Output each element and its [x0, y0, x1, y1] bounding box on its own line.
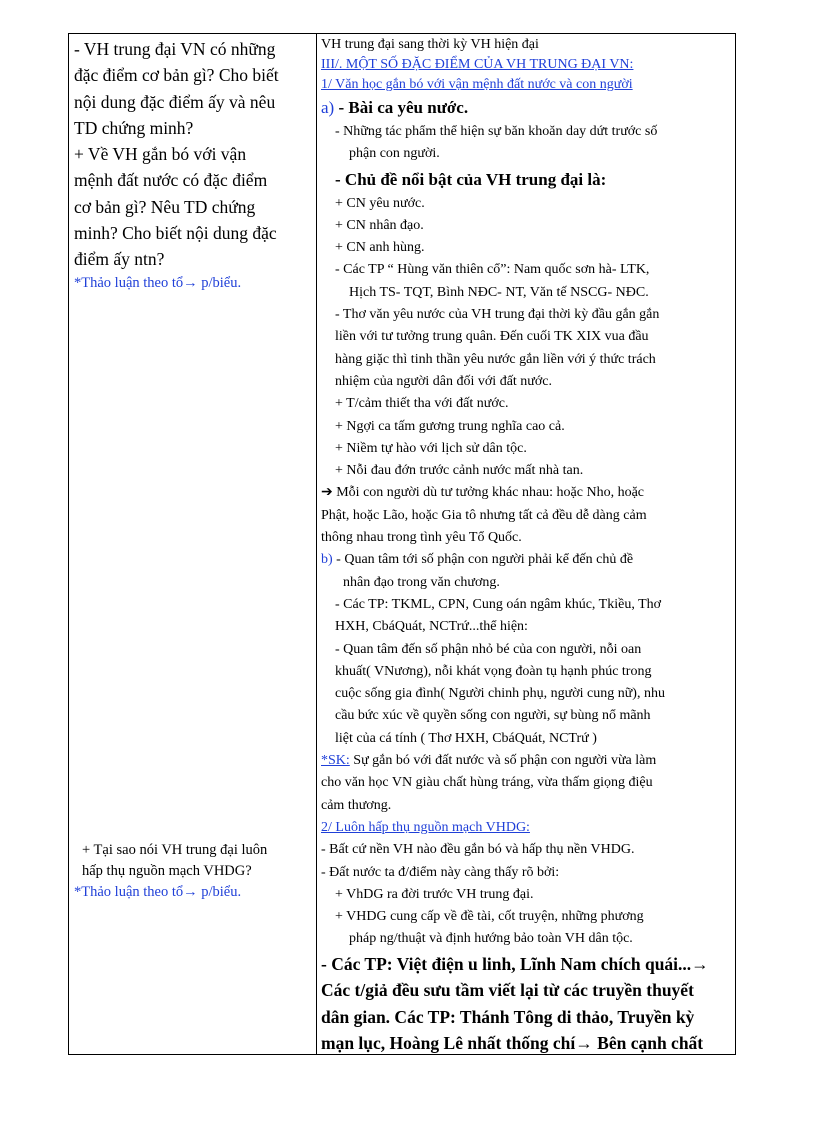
text-line: - Quan tâm đến số phận nhỏ bé của con người, nỗi oan: [335, 641, 642, 657]
question-line: mệnh đất nước có đặc điểm: [74, 170, 268, 191]
question-line: minh? Cho biết nội dung đặc: [74, 223, 277, 244]
discussion-note: *Thảo luận theo tổ→ p/biểu.: [74, 274, 242, 291]
text-line: nhân đạo trong văn chương.: [343, 574, 500, 590]
subsection-heading: 1/ Văn học gắn bó với vận mệnh đất nước và con người: [321, 77, 633, 92]
item-marker: b): [321, 552, 333, 568]
question-line: TD chứng minh?: [74, 117, 194, 138]
text-line: + Ngợi ca tấm gương trung nghĩa cao cả.: [335, 418, 565, 434]
text-line: + VhDG ra đời trước VH trung đại.: [335, 886, 534, 902]
text-line: + VHDG cung cấp về đề tài, cốt truyện, những phương: [335, 909, 644, 925]
subsection-heading: 2/ Luôn hấp thụ nguồn mạch VHDG:: [321, 819, 530, 835]
question-line: cơ bản gì? Nêu TD chứng: [74, 196, 256, 217]
text-line: - Thơ văn yêu nước của VH trung đại thời kỳ đầu gắn gắn: [335, 307, 660, 323]
item-marker: a): [321, 98, 335, 117]
text-line: - Chủ đề nổi bật của VH trung đại là:: [335, 169, 607, 189]
text-line: Các t/giả đều sưu tầm viết lại từ các truyền thuyết: [321, 980, 694, 1001]
text-line: - Bất cứ nền VH nào đều gắn bó và hấp thụ nền VHDG.: [321, 842, 635, 858]
text-line: + T/cảm thiết tha với đất nước.: [335, 396, 509, 412]
questions-column: [74, 36, 310, 903]
text-line: HXH, CbáQuát, NCTrứ...thể hiện:: [335, 619, 528, 635]
question-line: - VH trung đại VN có những: [74, 39, 276, 59]
text-line: ➔ Mỗi con người dù tư tưởng khác nhau: hoặc Nho, hoặc: [321, 485, 645, 501]
question-line: + Về VH gắn bó với vận: [74, 144, 247, 165]
section-heading: III/. MỘT SỐ ĐẶC ĐIỂM CỦA VH TRUNG ĐẠI VN:: [321, 57, 634, 72]
text-line: khuất( VNương), nỗi khát vọng đoàn tụ hạnh phúc trong: [335, 663, 652, 679]
question-line: đặc điểm cơ bản gì? Cho biết: [74, 65, 279, 86]
text-line: nhiệm của người dân đối với đất nước.: [335, 373, 553, 389]
text-line: hàng giặc thì tinh thần yêu nước gắn liền với ý thức trách: [335, 351, 656, 367]
text-line: - Các TP: TKML, CPN, Cung oán ngâm khúc, Tkiều, Thơ: [335, 596, 662, 612]
text-line: mạn lục, Hoàng Lê nhất thống chí→ Bên cạnh chất: [321, 1033, 704, 1054]
text-line: Hịch TS- TQT, Bình NĐC- NT, Văn tế NSCG- NĐC.: [349, 284, 649, 300]
content-column: [321, 35, 733, 1057]
text-line: + CN anh hùng.: [335, 240, 425, 256]
text-line: cuộc sống gia đình( Người chinh phụ, người cung nữ), nhu: [335, 686, 665, 702]
summary-line: *SK: Sự gắn bó với đất nước và số phận con người vừa làm: [321, 753, 657, 769]
discussion-note: *Thảo luận theo tổ→ p/biểu.: [74, 883, 242, 900]
text-line: - Các TP: Việt điện u linh, Lĩnh Nam chích quái...→: [321, 953, 709, 974]
question-line: điểm ấy ntn?: [74, 249, 165, 270]
column-divider: [316, 33, 317, 1055]
text-line: + Niềm tự hào với lịch sử dân tộc.: [335, 440, 527, 456]
text-line: - Đất nước ta đ/điểm này càng thấy rõ bởi:: [321, 864, 560, 880]
text-line: liệt của cá tính ( Thơ HXH, CbáQuát, NCTrứ ): [335, 730, 597, 746]
text-line: - Những tác phẩm thể hiện sự băn khoăn day dứt trước số: [335, 124, 658, 139]
text-line: thông nhau trong tình yêu Tổ Quốc.: [321, 530, 522, 546]
item-heading: a) - Bài ca yêu nước.: [321, 98, 469, 117]
text-line: - Các TP “ Hùng văn thiên cổ”: Nam quốc sơn hà- LTK,: [335, 262, 650, 278]
text-line: cảm thương.: [321, 797, 392, 813]
text-line: + CN yêu nước.: [335, 195, 425, 211]
item-heading: b) - Quan tâm tới số phận con người phải kể đến chủ đề: [321, 552, 634, 568]
question-line: + Tại sao nói VH trung đại luôn: [82, 841, 268, 858]
text-line: pháp ng/thuật và định hướng bảo toàn VH dân tộc.: [349, 931, 633, 947]
text-line: phận con người.: [349, 146, 440, 162]
text-line: dân gian. Các TP: Thánh Tông di thảo, Truyền kỳ: [321, 1006, 695, 1027]
text-line: cho văn học VN giàu chất hùng tráng, vừa thấm giọng điệu: [321, 775, 653, 791]
question-line: hấp thụ nguồn mạch VHDG?: [82, 862, 252, 879]
summary-label: *SK:: [321, 753, 350, 769]
text-line: liền với tư tưởng trung quân. Đến cuối TK XIX vua đầu: [335, 329, 649, 345]
text-line: cầu bức xúc về quyền sống con người, sự bùng nổ mãnh: [335, 708, 651, 724]
text-line: + Nỗi đau đớn trước cảnh nước mất nhà tan.: [335, 463, 584, 479]
text-line: Phật, hoặc Lão, hoặc Gia tô nhưng tất cả đều dễ dàng cảm: [321, 507, 647, 523]
text-line: VH trung đại sang thời kỳ VH hiện đại: [321, 37, 539, 52]
text-line: + CN nhân đạo.: [335, 217, 424, 233]
question-line: nội dung đặc điểm ấy và nêu: [74, 91, 276, 112]
